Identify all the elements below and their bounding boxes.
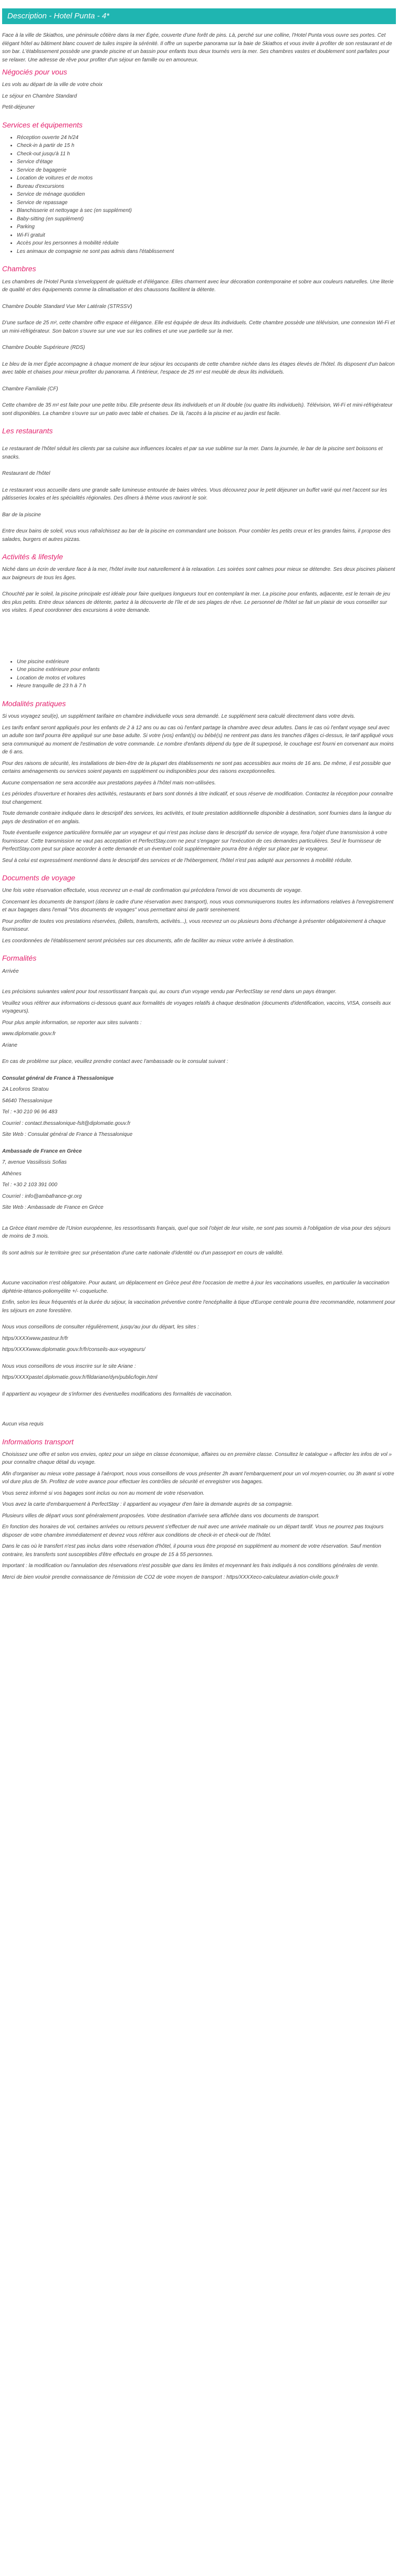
services-item: • Check-out jusqu'à 11 h — [17, 150, 396, 158]
consulat-line: Tel : +30 210 96 96 483 — [2, 1109, 57, 1115]
activites-list — [2, 658, 396, 690]
activites-heading: Activités & lifestyle — [2, 552, 63, 561]
consulat-title: Consulat général de France à Thessalonique — [2, 1075, 114, 1081]
transport-paragraph: Afin d'organiser au mieux votre passage à l'aéroport, nous vous conseillons de vous présenter 2h avant l'embarquement pour un vol moyen-courrier, ou 3h avant si votre vol dure plus de 5h. Profitez de votre avance pour effectuer les contrôles de sécurité et enregistrer vos bagages. — [2, 1471, 394, 1485]
restaurant-name: Restaurant de l'hôtel — [2, 471, 50, 477]
modalites-paragraph: Toute demande contraire indiquée dans le descriptif des services, les activités, et toute prestation additionnelle disponible à destination, sont fournies dans la langue du pays de destination et en anglais. — [2, 811, 392, 825]
consulat-line: Courriel : contact.thessalonique-fslt@diplomatie.gouv.fr — [2, 1120, 131, 1126]
services-heading: Services et équipements — [2, 120, 83, 129]
services-item: • Bureau d'excursions — [17, 183, 396, 191]
transport-heading: Informations transport — [2, 1437, 74, 1446]
negocies-heading: Négociés pour vous — [2, 68, 67, 76]
modalites-heading: Modalités pratiques — [2, 699, 66, 708]
services-item: • Service d'étage — [17, 158, 396, 166]
formalites-heading: Formalités — [2, 954, 37, 963]
modalites-paragraph: Pour des raisons de sécurité, les installations de bien-être de la plupart des établissements ne sont pas accessibles aux moins de 16 ans. De même, il est possible que certains aménagements ou services soient payants en supplément ou indisponibles pour des raisons exceptionnelles. — [2, 760, 391, 775]
modalites-paragraph: Si vous voyagez seul(e), un supplément tarifaire en chambre individuelle vous sera demandé. Le supplément sera calculé directement dans votre devis. — [2, 714, 355, 720]
ambassade-line: Site Web : Ambassade de France en Grèce — [2, 1205, 103, 1210]
activites-paragraph: Chouchté par le soleil, la piscine principale est idéale pour faire quelques longueurs tout en contemplant la mer. La piscine pour enfants, adjacente, est le terrain de jeu des plus petits. Entre deux séances de détente, partez à la découverte de l'île et de ses plages de rêve. Le personnel de l'hôtel se fait un plaisir de vous conseiller sur vos visites. Il peut coordonner des excursions à votre demande. — [2, 591, 390, 614]
restaurant-name: Bar de la piscine — [2, 512, 41, 518]
services-item: • Check-in à partir de 15 h — [17, 142, 396, 150]
services-item: • Baby-sitting (en supplément) — [17, 215, 396, 223]
activites-item: • Une piscine extérieure — [17, 658, 396, 666]
intro-paragraph: Face à la ville de Skiathos, une péninsule côtière dans la mer Égée, couverte d'une forêt de pins. Là, perché sur une colline, l'Hotel Punta vous ouvre ses portes. Cet élégant hôtel au bâtiment blanc couvert de tuiles inspire la sérénité. Il offre un superbe panorama sur la baie de Skiathos et vous invite à profiter de son restaurant et de son bar. L'établissement possède une grande piscine et un bassin pour enfants tous deux tournés vers la mer. Ses chambres vastes et doublement sont parfaites pour se relaxer. Une adresse de rêve pour profiter d'un séjour en famille ou en amoureux. — [2, 33, 392, 63]
transport-paragraph: Dans le cas où le transfert n'est pas inclus dans votre réservation d'hôtel, il pourra vous être proposé en supplément au moment de votre réservation. Sauf mention contraire, les transferts sont susceptibles d'être effectués en groupe de 15 à 55 personnes. — [2, 1544, 381, 1558]
services-item: • Service de repassage — [17, 199, 396, 207]
services-item: • Service de ménage quotidien — [17, 190, 396, 199]
negocies-line: Petit-déjeuner — [2, 104, 35, 111]
consulat-line: 54640 Thessalonique — [2, 1098, 53, 1104]
formalites-link[interactable]: https/XXXXpastel.diplomatie.gouv.fr/fildariane/dyn/public/login.html — [2, 1375, 158, 1380]
ambassade-line: Courriel : info@ambafrance-gr.org — [2, 1193, 82, 1199]
transport-paragraph: Choisissez une offre et selon vos envies, optez pour un siège en classe économique, affaires ou en première classe. Consultez le catalogue « affecter les infos de vol » pour connaître chaque détail du voyage. — [2, 1451, 392, 1466]
formalites-paragraph: Veuillez vous référer aux informations ci-dessous quant aux formalités de voyages relatifs à chaque destination (documents d'identification, vaccins, VISA, conseils aux voyageurs). — [2, 1000, 391, 1014]
ambassade-title: Ambassade de France en Grèce — [2, 1148, 82, 1154]
formalites-after: Ils sont admis sur le territoire grec sur présentation d'une carte nationale d'identité ou d'un passeport en cours de validité. — [2, 1250, 284, 1256]
formalites-paragraph: Les précisions suivantes valent pour tout ressortissant français qui, au cours d'un voyage vendu par PerfectStay se rend dans un pays étranger. — [2, 989, 337, 995]
transport-paragraph: Merci de bien vouloir prendre connaissance de l'émission de CO2 de votre moyen de transport : https/XXXXeco-calculateur.aviation-civile.gouv.fr — [2, 1574, 339, 1580]
chambres-intro: Les chambres de l'Hotel Punta s'enveloppent de quiétude et d'élégance. Elles charment avec leur décoration contemporaine et sobre aux couleurs naturelles. Une literie de qualité et des équipements comme la climatisation et des chaussons facilitent la détente. — [2, 279, 394, 293]
transport-paragraph: Vous serez informé si vos bagages sont inclus ou non au moment de votre réservation. — [2, 1490, 205, 1496]
transport-paragraph: Important : la modification ou l'annulation des réservations n'est possible que dans les limites et moyennant les frais indiqués à nos conditions générales de vente. — [2, 1563, 379, 1569]
activites-item: • Heure tranquille de 23 h à 7 h — [17, 682, 396, 690]
transport-paragraph: En fonction des horaires de vol, certaines arrivées ou retours peuvent s'effectuer de nuit avec une arrivée matinale ou un départ tardif. Vous ne pourrez pas toujours disposer de votre chambre immédiatement et devrez vous référer aux conditions de check-in et check-out de l'hôtel. — [2, 1524, 384, 1538]
page-title: Description - Hotel Punta - 4* — [2, 8, 396, 24]
room-text: Cette chambre de 35 m² est faite pour une petite tribu. Elle présente deux lits individuels et un lit double (ou quatre lits individuels). Télévision, Wi-Fi et mini-réfrigérateur sont disponibles. La chambre s'ouvre sur un patio avec table et chaises. De là, l'accès à la piscine et au jardin est facile. — [2, 402, 393, 417]
documents-paragraph: Pour profiter de toutes vos prestations réservées, (billets, transferts, activités...), vous recevrez un ou plusieurs bons d'échange à présenter obligatoirement à chaque fournisseur. — [2, 918, 386, 933]
formalites-after: Enfin, selon les lieux fréquentés et la durée du séjour, la vaccination préventive contre l'encéphalite à tique d'Europe centrale pourra être recommandée, notamment pour les séjours en zone forestière. — [2, 1300, 395, 1314]
documents-paragraph: Les coordonnées de l'établissement seront précisées sur ces documents, afin de faciliter au mieux votre arrivée à destination. — [2, 938, 295, 944]
transport-paragraph: Plusieurs villes de départ vous sont généralement proposées. Votre destination d'arrivée sera affichée dans vos documents de transport. — [2, 1513, 320, 1519]
formalites-arrivee: Arrivée — [2, 968, 19, 974]
formalites-paragraph: En cas de problème sur place, veuillez prendre contact avec l'ambassade ou le consulat suivant : — [2, 1059, 228, 1065]
formalites-link[interactable]: https/XXXXwww.diplomatie.gouv.fr/fr/conseils-aux-voyageurs/ — [2, 1347, 145, 1353]
documents-paragraph: Concernant les documents de transport (dans le cadre d'une réservation avec transport), nous vous communiquerons toutes les informations relatives à l'enregistrement et aux bagages dans l'email "Vos documents de voyages" vous permettant ainsi de partir sereinement. — [2, 899, 394, 913]
consulat-line: Site Web : Consulat général de France à Thessalonique — [2, 1132, 133, 1137]
room-name: Chambre Double Supérieure (RDS) — [2, 345, 85, 351]
formalites-link[interactable]: Ariane — [2, 1042, 17, 1048]
activites-item: • Une piscine extérieure pour enfants — [17, 666, 396, 674]
services-item: • Service de bagagerie — [17, 166, 396, 175]
formalites-after: Aucune vaccination n'est obligatoire. Pour autant, un déplacement en Grèce peut être l'occasion de mettre à jour les vaccinations usuelles, en particulier la vaccination diphtérie-tétanos-poliomyélite +/- coqueluche. — [2, 1280, 390, 1294]
modalites-paragraph: Les périodes d'ouverture et horaires des activités, restaurants et bars sont donnés à titre indicatif, et sous réserve de modification. Contactez la réception pour connaître tout changement. — [2, 791, 393, 805]
services-item: • Blanchisserie et nettoyage à sec (en supplément) — [17, 207, 396, 215]
formalites-after: Aucun visa requis — [2, 1421, 44, 1427]
documents-paragraph: Une fois votre réservation effectuée, vous recevrez un e-mail de confirmation qui précédera l'envoi de vos documents de voyage. — [2, 888, 302, 894]
modalites-paragraph: Aucune compensation ne sera accordée aux prestations payées à l'hôtel mais non-utilisées. — [2, 780, 216, 786]
services-item: • Accès pour les personnes à mobilité réduite — [17, 239, 396, 248]
modalites-paragraph: Seul à celui est expressément mentionné dans le descriptif des services et de l'hébergement, l'hôtel n'est pas adapté aux personnes à mobilité réduite. — [2, 857, 353, 864]
consulat-line: 2A Leoforos Stratou — [2, 1087, 49, 1092]
activites-paragraph: Niché dans un écrin de verdure face à la mer, l'hôtel invite tout naturellement à la relaxation. Les soirées sont calmes pour mieux se détendre. Ses deux piscines plaisent aux baigneurs de tous les âges. — [2, 567, 395, 581]
services-item: • Réception ouverte 24 h/24 — [17, 134, 396, 142]
formalites-after: Nous vous conseillons de vous inscrire sur le site Ariane : — [2, 1363, 136, 1369]
services-item: • Les animaux de compagnie ne sont pas admis dans l'établissement — [17, 248, 396, 256]
chambres-heading: Chambres — [2, 264, 36, 273]
formalites-after: Il appartient au voyageur de s'informer des éventuelles modifications des formalités de vaccination. — [2, 1391, 233, 1397]
documents-heading: Documents de voyage — [2, 874, 76, 882]
room-text: D'une surface de 25 m², cette chambre offre espace et élégance. Elle est équipée de deux lits individuels. Cette chambre possède une télévision, une connexion Wi-Fi et un mini-réfrigérateur. Son balcon s'ouvre sur une vue sur les collines et une vue partielle sur la mer. — [2, 320, 395, 334]
ambassade-line: Athènes — [2, 1170, 22, 1177]
services-list — [2, 134, 396, 256]
transport-paragraph: Vous avez la carte d'embarquement à PerfectStay : il appartient au voyageur d'en faire la demande auprès de sa compagnie. — [2, 1502, 293, 1508]
ambassade-line: 7, avenue Vassilissis Sofias — [2, 1159, 67, 1165]
formalites-after: La Grèce étant membre de l'Union européenne, les ressortissants français, quel que soit l'objet de leur visite, ne sont pas soumis à l'obligation de visa pour des séjours de moins de 3 mois. — [2, 1225, 391, 1239]
restaurants-heading: Les restaurants — [2, 427, 53, 435]
services-item: • Parking — [17, 223, 396, 231]
restaurants-intro: Le restaurant de l'hôtel séduit les clients par sa cuisine aux influences locales et par sa vue sublime sur la mer. Dans la journée, le bar de la piscine sert boissons et snacks. — [2, 446, 383, 460]
activites-item: • Location de motos et voitures — [17, 674, 396, 683]
room-name: Chambre Familiale (CF) — [2, 386, 58, 392]
formalites-after: Nous vous conseillons de consulter régulièrement, jusqu'au jour du départ, les sites : — [2, 1324, 199, 1330]
room-text: Le bleu de la mer Égée accompagne à chaque moment de leur séjour les occupants de cette chambre nichée dans les étages élevés de l'hôtel. Ils disposent d'un balcon avec table et chaises pour mieux profiter du panorama. À l'intérieur, l'espace de 25 m² est meublé de deux lits individuels. — [2, 361, 395, 376]
negocies-line: Le séjour en Chambre Standard — [2, 93, 77, 99]
formalites-link[interactable]: www.diplomatie.gouv.fr — [2, 1031, 56, 1037]
restaurant-text: Le restaurant vous accueille dans une grande salle lumineuse entourée de baies vitrées. Vous découvrez pour le petit déjeuner un buffet varié qui met l'accent sur les pâtisseries locales et les spécialités régionales. Des dîners à thème vous raviront le soir. — [2, 487, 387, 502]
ambassade-line: Tel : +30 2 103 391 000 — [2, 1182, 57, 1188]
modalites-paragraph: Les tarifs enfant seront appliqués pour les enfants de 2 à 12 ans ou au cas où l'enfant partage la chambre avec deux adultes. Dans le cas où l'enfant voyage seul avec un adulte son tarif pourra être appliqué sur une base adulte. Si votre (vos) enfant(s) ou bébé(s) ne rentrent pas dans les tranches d'âges ci-dessus, le tarif appliqué vous sera communiqué au moment de l'estimation de votre commande. Le nombre d'enfants dépend du type de lit superposé, le couchage est fourni en convenant aux moins de 6 ans. — [2, 725, 394, 755]
restaurant-text: Entre deux bains de soleil, vous vous rafraîchissez au bar de la piscine en commandant une boisson. Pour combler les petits creux et les grandes faims, il propose des salades, burgers et autres pizzas. — [2, 528, 391, 542]
modalites-paragraph: Toute éventuelle exigence particulière formulée par un voyageur et qui n'est pas incluse dans le descriptif du service de voyage, fera l'objet d'une transmission à votre fournisseur. Cette transmission ne vaut pas acceptation et PerfectStay.com ne peut s'engager sur l'exécution de ces demandes particulières. Seul le fournisseur de PerfectStay.com peut sur place accorder à cette demande et un éventuel coût supplémentaire pourra être à régler sur place par le voyageur. — [2, 830, 387, 853]
negocies-line: Les vols au départ de la ville de votre choix — [2, 82, 103, 88]
services-item: • Location de voitures et de motos — [17, 174, 396, 183]
formalites-link[interactable]: https/XXXXwww.pasteur.fr/fr — [2, 1335, 68, 1342]
formalites-paragraph: Pour plus ample information, se reporter aux sites suivants : — [2, 1019, 142, 1026]
services-item: • Wi-Fi gratuit — [17, 231, 396, 240]
room-name: Chambre Double Standard Vue Mer Latérale (STRSSV) — [2, 303, 132, 310]
